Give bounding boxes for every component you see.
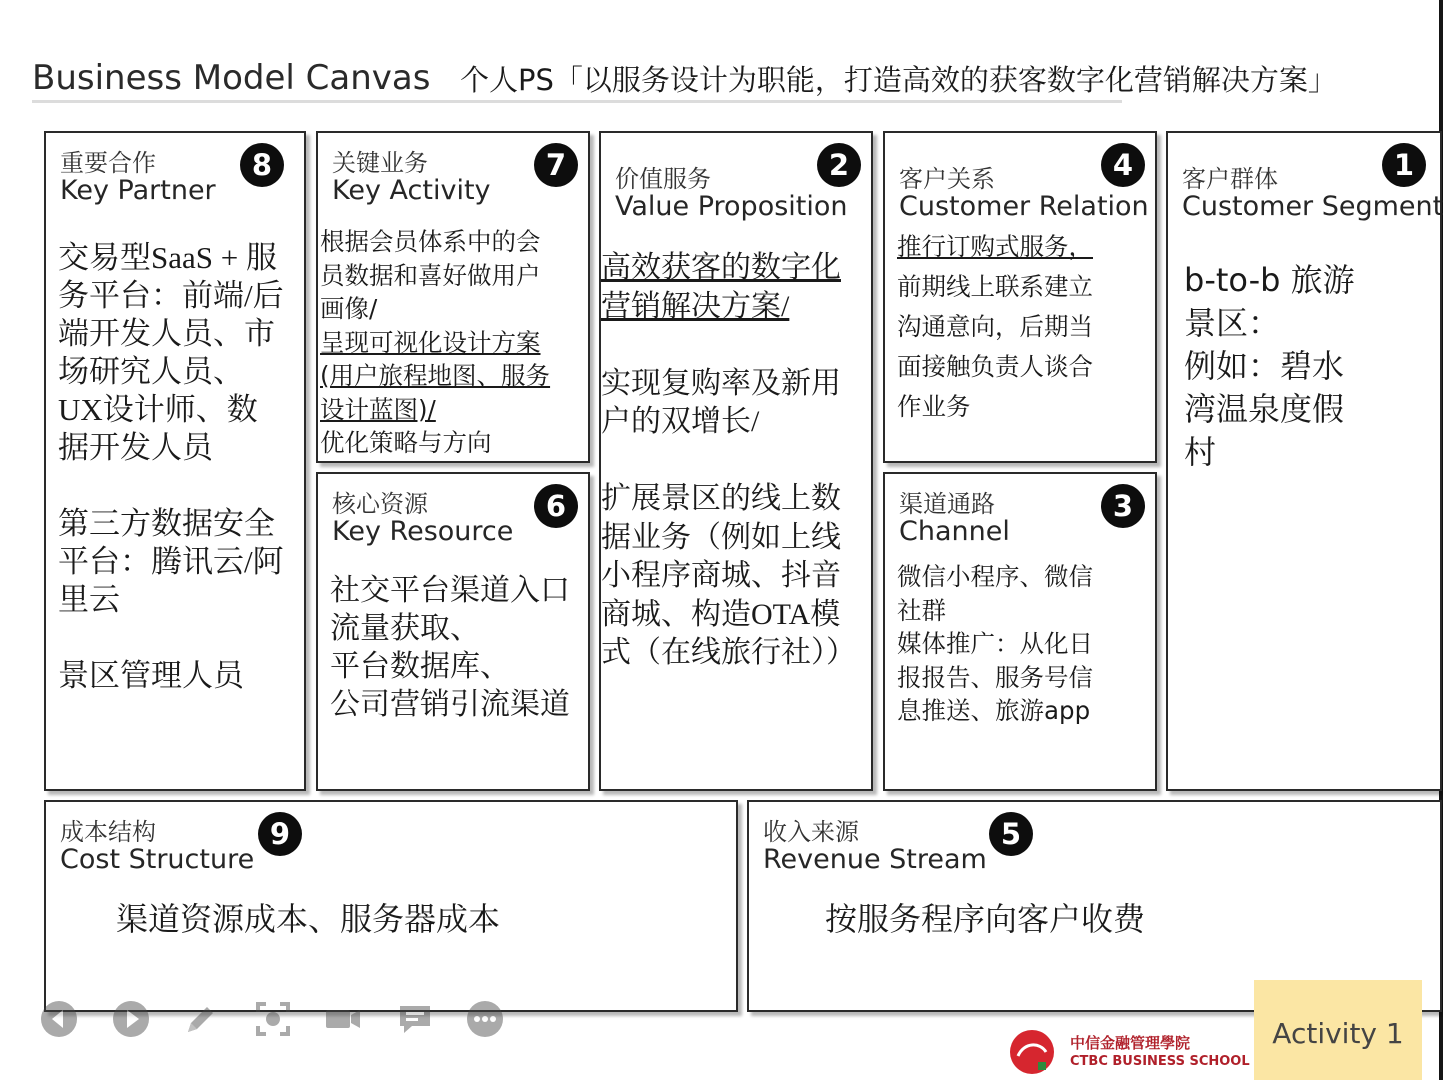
content-line: 里云 xyxy=(58,582,120,617)
ctbc-logo-emblem-icon xyxy=(1008,1028,1060,1076)
customer-relation-content xyxy=(897,227,1155,427)
content-line: 实现复购率及新用 xyxy=(601,366,841,400)
content-line: 交易型SaaS + 服 xyxy=(58,240,277,275)
content-line: 第三方数据安全 xyxy=(58,506,275,541)
block-label-en: Key Activity xyxy=(332,175,491,206)
content-line: 景区管理人员 xyxy=(58,658,244,693)
block-label-en: Key Partner xyxy=(60,175,216,206)
block-label-en: Channel xyxy=(899,516,1010,547)
block-label-en: Customer Relation xyxy=(899,191,1149,222)
content-line: 流量获取、 xyxy=(330,612,480,645)
screenshot-icon[interactable] xyxy=(254,1000,292,1038)
content-line: 社群 xyxy=(897,595,946,625)
block-label-cn: 重要合作 xyxy=(60,149,156,177)
play-icon[interactable] xyxy=(112,1000,150,1038)
content-line: 端开发人员、市 xyxy=(58,316,275,351)
content-line: 根据会员体系中的会 xyxy=(320,227,541,256)
content-line: UX设计师、数 xyxy=(58,392,258,427)
logo-text-en: CTBC BUSINESS SCHOOL xyxy=(1070,1054,1250,1069)
block-label-cn: 关键业务 xyxy=(332,149,428,177)
revenue-stream-content: 按服务程序向客户收费 xyxy=(825,900,1146,938)
content-line: 平台：腾讯云/阿 xyxy=(58,544,284,579)
content-line: 景区： xyxy=(1184,304,1281,342)
content-line: 设计蓝图)/ xyxy=(320,394,436,424)
content-line xyxy=(601,442,883,481)
back-icon[interactable] xyxy=(40,1000,78,1038)
content-line: 优化策略与方向 xyxy=(320,428,492,457)
content-line: 营销解决方案/ xyxy=(601,289,790,323)
customer-segment-block xyxy=(1166,131,1442,791)
block-number-badge: 9 xyxy=(258,812,302,856)
value-proposition-content xyxy=(601,249,883,673)
pen-icon[interactable] xyxy=(182,1000,220,1038)
content-line xyxy=(601,326,883,365)
channel-block xyxy=(883,472,1157,791)
content-line: 据业务（例如上线 xyxy=(601,520,841,554)
page-title: Business Model Canvas xyxy=(32,58,431,98)
key-activity-content xyxy=(320,225,588,460)
content-line: (用户旅程地图、服务 xyxy=(320,361,551,390)
block-label-cn: 价值服务 xyxy=(615,165,711,193)
block-number-badge: 8 xyxy=(240,143,284,187)
block-label-en: Customer Segment xyxy=(1182,191,1443,222)
content-line: 微信小程序、微信 xyxy=(897,562,1093,591)
content-line: 湾温泉度假 xyxy=(1184,390,1345,428)
customer-segment-content xyxy=(1184,259,1434,474)
key-resource-content xyxy=(330,572,590,724)
key-partner-block xyxy=(44,131,306,791)
block-label-en: Value Proposition xyxy=(615,191,848,222)
block-label-en: Key Resource xyxy=(332,516,514,547)
content-line: 小程序商城、抖音 xyxy=(601,559,841,592)
block-number-badge: 5 xyxy=(989,812,1033,856)
activity-label: Activity 1 xyxy=(1254,980,1422,1080)
block-label-en: Cost Structure xyxy=(60,844,255,875)
content-line: 平台数据库、 xyxy=(330,650,510,683)
title-bar xyxy=(32,52,1432,100)
block-label-cn: 成本结构 xyxy=(60,818,156,846)
block-label-cn: 客户群体 xyxy=(1182,165,1278,193)
block-number-badge: 7 xyxy=(534,143,578,187)
key-activity-block xyxy=(316,131,590,463)
camera-icon[interactable] xyxy=(324,1000,362,1038)
content-line: 社交平台渠道入口 xyxy=(330,574,570,607)
content-line: 据开发人员 xyxy=(58,430,213,465)
content-line: 画像/ xyxy=(320,294,378,323)
content-line: 息推送、旅游app xyxy=(897,696,1091,725)
block-number-badge: 1 xyxy=(1382,143,1426,187)
content-line: 例如：碧水 xyxy=(1184,347,1345,385)
cost-structure-content: 渠道资源成本、服务器成本 xyxy=(116,900,501,938)
content-line: b-to-b 旅游 xyxy=(1184,261,1355,299)
content-line: 作业务 xyxy=(897,392,971,421)
key-resource-block xyxy=(316,472,590,791)
key-partner-content xyxy=(58,239,304,695)
ctbc-logo xyxy=(1008,1028,1248,1078)
content-line xyxy=(58,467,304,505)
page-subtitle: 个人PS「以服务设计为职能，打造高效的获客数字化营销解决方案」 xyxy=(460,63,1337,97)
block-number-badge: 3 xyxy=(1101,484,1145,528)
content-line: 推行订购式服务， xyxy=(897,232,1093,261)
content-line: 沟通意向，后期当 xyxy=(897,312,1093,341)
content-line: 场研究人员、 xyxy=(58,354,244,389)
block-label-cn: 渠道通路 xyxy=(899,490,995,518)
content-line: 报报告、服务号信 xyxy=(897,662,1093,692)
presentation-toolbar xyxy=(40,1000,520,1040)
customer-relation-block xyxy=(883,131,1157,463)
comment-icon[interactable] xyxy=(396,1000,434,1038)
content-line: 前期线上联系建立 xyxy=(897,272,1093,301)
cost-structure-block xyxy=(44,800,738,1012)
content-line: 媒体推广：从化日 xyxy=(897,629,1093,658)
content-line: 面接触负责人谈合 xyxy=(897,352,1093,381)
channel-content xyxy=(897,560,1155,728)
block-label-cn: 客户关系 xyxy=(899,165,995,193)
title-underline xyxy=(32,100,1122,103)
block-number-badge: 4 xyxy=(1101,143,1145,187)
block-label-cn: 核心资源 xyxy=(332,490,428,518)
content-line: 村 xyxy=(1184,433,1217,471)
content-line: 商城、构造OTA模 xyxy=(601,597,841,631)
block-number-badge: 2 xyxy=(817,143,861,187)
content-line: 高效获客的数字化 xyxy=(601,251,841,284)
value-proposition-block xyxy=(599,131,873,791)
content-line: 扩展景区的线上数 xyxy=(601,482,841,515)
content-line: 务平台：前端/后 xyxy=(58,278,284,313)
logo-text-cn: 中信金融管理學院 xyxy=(1070,1034,1191,1052)
content-line: 户的双增长/ xyxy=(601,405,760,438)
block-label-cn: 收入来源 xyxy=(763,818,859,846)
block-number-badge: 6 xyxy=(534,484,578,528)
content-line: 式（在线旅行社）） xyxy=(601,636,856,669)
content-line: 员数据和喜好做用户 xyxy=(320,260,541,290)
content-line: 公司营销引流渠道 xyxy=(330,688,570,721)
more-icon[interactable] xyxy=(466,1000,504,1038)
content-line xyxy=(58,619,304,657)
content-line: 呈现可视化设计方案 xyxy=(320,327,541,357)
block-label-en: Revenue Stream xyxy=(763,844,987,875)
